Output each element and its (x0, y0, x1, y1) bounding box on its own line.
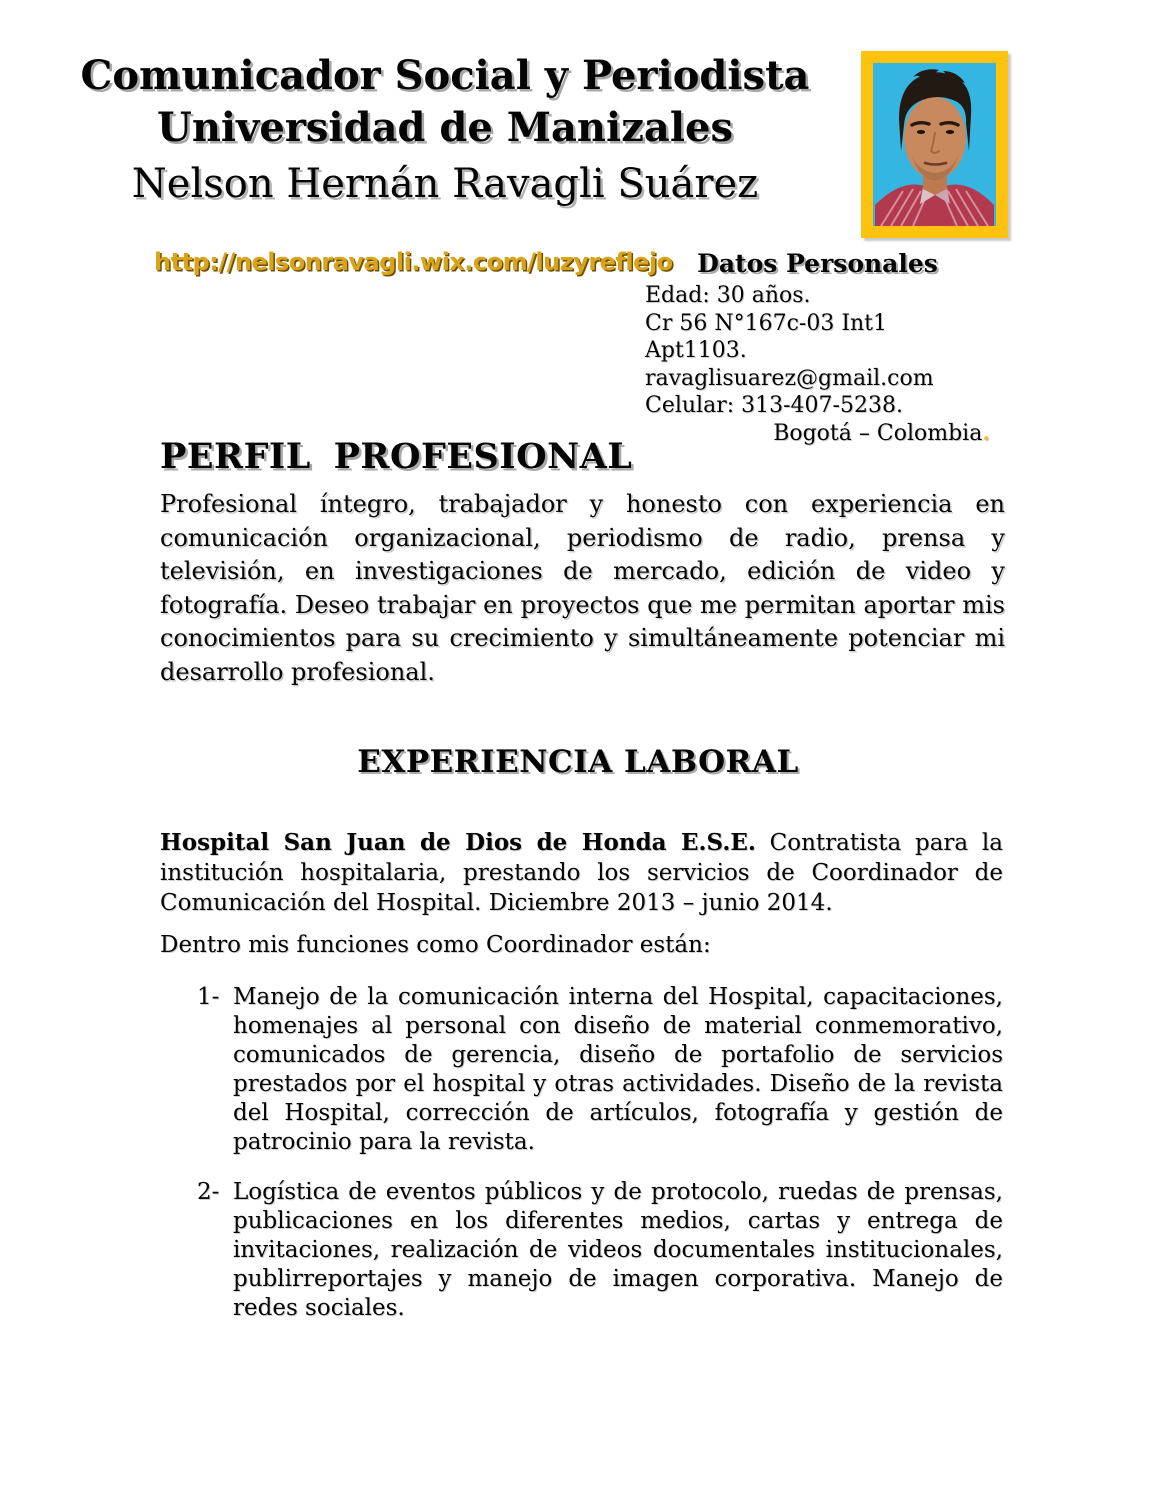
function-list-item (197, 1178, 1003, 1323)
experience-entry (160, 828, 1003, 918)
profile-heading: PERFIL PROFESIONAL (160, 436, 633, 477)
portrait-illustration (873, 63, 996, 226)
personal-data-phone: Celular: 313-407-5238. (645, 393, 903, 418)
profile-paragraph: Profesional íntegro, trabajador y honesto con experiencia en comunicación organizacional, periodismo de radio, prensa y televisión, en investigaciones de mercado, edición de video y fotografía. Deseo trabajar en proyectos que me permitan aportar mis conocimientos para su crecimiento y simultáneamente potenciar mi desarrollo profesional. (160, 490, 1005, 686)
document-header (30, 50, 860, 207)
location-text: Bogotá – Colombia (773, 420, 983, 446)
website-link[interactable]: http://nelsonravagli.wix.com/luzyreflejo (154, 248, 673, 276)
personal-data-location (645, 420, 990, 448)
employer-description: Contratista para la institución hospitalaria, prestando los servicios de Coordinador de Comunicación del Hospital. Diciembre 2013 – junio 2014. (160, 830, 1003, 916)
list-item-number: 1- (197, 984, 220, 1010)
functions-intro: Dentro mis funciones como Coordinador están: (160, 932, 711, 958)
personal-data-section (645, 249, 990, 447)
function-list-item (197, 983, 1003, 1157)
title-profession: Comunicador Social y Periodista (80, 52, 810, 99)
profile-photo (873, 63, 996, 226)
experience-heading: EXPERIENCIA LABORAL (357, 744, 799, 780)
personal-data-address: Cr 56 N°167c-03 Int1 Apt1103. (645, 310, 888, 363)
title-university: Universidad de Manizales (156, 104, 734, 151)
list-item-text: Logística de eventos públicos y de protocolo, ruedas de prensas, publicaciones en los diferentes medios, cartas y entrega de invitaciones, realización de videos documentales institucionales, publirreportajes y manejo de imagen corporativa. Manejo de redes sociales. (233, 1179, 1003, 1321)
location-period: . (982, 419, 990, 446)
person-name: Nelson Hernán Ravagli Suárez (131, 161, 759, 207)
personal-data-heading: Datos Personales (697, 249, 938, 278)
personal-data-age: Edad: 30 años. (645, 283, 811, 308)
list-item-number: 2- (197, 1179, 220, 1205)
employer-name: Hospital San Juan de Dios de Honda E.S.E. (160, 829, 756, 856)
profile-photo-frame (861, 51, 1008, 238)
list-item-text: Manejo de la comunicación interna del Hospital, capacitaciones, homenajes al personal con diseño de material conmemorativo, comunicados de gerencia, diseño de portafolio de servicios prestados por el hospital y otras actividades. Diseño de la revista del Hospital, corrección de artículos, fotografía y gestión de patrocinio para la revista. (233, 984, 1003, 1155)
personal-data-email: ravaglisuarez@gmail.com (645, 365, 934, 391)
